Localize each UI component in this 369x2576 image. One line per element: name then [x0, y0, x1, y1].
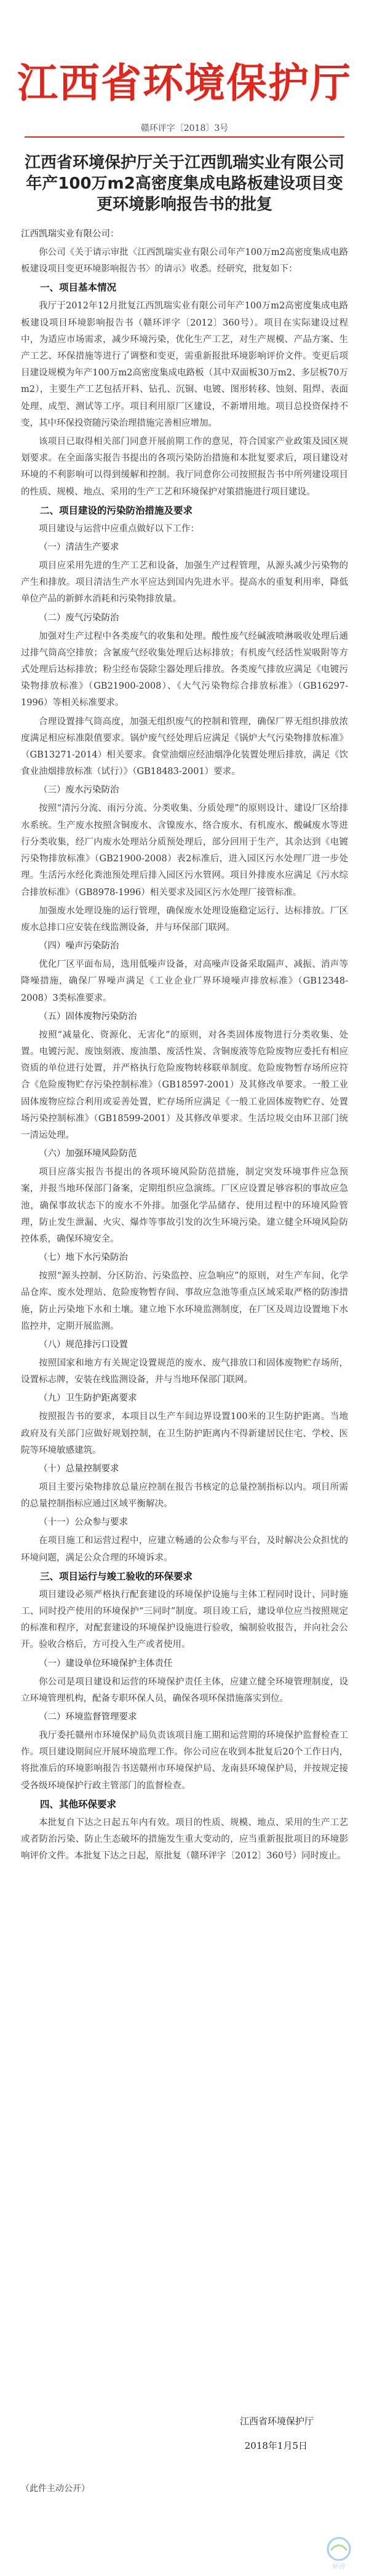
section-heading: 二、项目建设的污染防治措施及要求 [40, 504, 193, 516]
body-paragraph: 项目应落实报告书提出的各项环境风险防范措施，制定突发环境事件应急预案，并报当地环保部门备案，定期组织应急演练。厂区应设置足够容积的事故应急池，确保事故状态下的废水不外排。加强化学品储存、使用过程中的环境风险管理，防止发生泄漏、火灾、爆炸等事故引发的次生环境污染。建立健全环境风险防控体系，确保环境安全。 [21, 1167, 348, 1244]
subsection-heading: （九）卫生防护距离要求 [39, 1393, 137, 1404]
agency-title: 江西省环境保护厅 [17, 60, 352, 107]
body-paragraph: 按照国家和地方有关规定设置规范的废水、废气排放口和固体废物贮存场所，设置标志牌，安装在线监测设备，并与当地环保部门联网。 [21, 1358, 348, 1385]
body-paragraph: 我厅于2012年12月批复江西凯瑞实业有限公司年产100万m2高密度集成电路板建设项目环境影响报告书（赣环评字〔2012〕360号）。项目在实际建设过程中，为适应市场需求，减少环境污染，优化生产工艺，对生产规模、产品方案、生产工艺、环保措施等进行了调整和变更，需重新报批环境影响评价文件。变更后项目建设规模为年产100万m2高密度集成电路板（其中双面板30万m2、多层板70万m2），主要生产工艺包括开料、钻孔、沉铜、电镀、图形转移、蚀刻、阻焊、表面处理、成型、测试等工序。项目利用原厂区建设，不新增用地。项目总投资保持不变，其中环保投资随污染治理措施完善相应增加。 [21, 301, 348, 428]
svg-text:环评: 环评 [332, 2562, 346, 2570]
watermark-logo-icon [317, 2534, 360, 2571]
body-paragraph: 项目建设与运营中应重点做好以下工作： [39, 523, 199, 534]
body-paragraph: 项目主要污染物排放总量应控制在报告书核定的总量控制指标以内。项目所需的总量控制指标应通过区域平衡解决。 [21, 1482, 348, 1509]
body-paragraph: 我厅委托赣州市环境保护局负责该项目施工期和运营期的环境保护监督检查工作。项目建设期间应开展环境监理工作。你公司应在收到本批复后20个工作日内，将批准后的环境影响报告书送赣州市环境保护局、龙南县环境保护局，并按规定接受各级环境保护行政主管部门的监督检查。 [21, 1731, 348, 1791]
body-paragraph: 项目建设必须严格执行配套建设的环境保护设施与主体工程同时设计、同时施工、同时投产使用的环境保护“三同时”制度。项目竣工后，建设单位应当按照规定的标准和程序，对配套建设的环境保护设施进行验收，编制验收报告，并向社会公开。验收合格后，方可投入生产或者使用。 [21, 1589, 348, 1650]
subsection-heading: （二）环境监督管理要求 [39, 1712, 137, 1723]
body-paragraph: 本批复自下达之日起五年内有效。项目的性质、规模、地点、采用的生产工艺或者防治污染、防止生态破坏的措施发生重大变动的，应当重新报批项目的环境影响评价文件。本批复下达之日起，原批复（赣环评字〔2012〕360号）同时废止。 [21, 1817, 348, 1862]
subsection-heading: （八）规范排污口设置 [39, 1339, 128, 1350]
subsection-heading: （三）废水污染防治 [39, 785, 119, 796]
body-paragraph: 优化厂区平面布局，选用低噪声设备，对高噪声设备采取隔声、减振、消声等降噪措施，确保厂界噪声满足《工业企业厂界环境噪声排放标准》（GB12348-2008）3类标准要求。 [21, 960, 348, 1003]
salutation: 江西凯瑞实业有限公司： [21, 229, 119, 239]
body-paragraph: 加强废水处理设施的运行管理，确保废水处理设施稳定运行、达标排放。厂区废水总排口应安装在线监测设备，并与环保部门联网。 [21, 906, 348, 933]
section-heading: 三、项目运行与竣工验收的环保要求 [40, 1570, 193, 1582]
publication-note: （此件主动公开） [21, 2484, 90, 2494]
body-paragraph: 合理设置排气筒高度，加强无组织废气的控制和管理，确保厂界无组织排放浓度满足相应标准限值要求。锅炉废气经处理后应满足《锅炉大气污染物排放标准》（GB13271-2014）相关要求。食堂油烟应经油烟净化装置处理后排放，满足《饮食业油烟排放标准（试行）》（GB18483-2001）要求。 [21, 716, 348, 777]
subsection-heading: （四）噪声污染防治 [39, 941, 119, 952]
body-paragraph: 按照“减量化、资源化、无害化”的原则，对各类固体废物进行分类收集、处置。电镀污泥、废蚀刻液、废油墨、废活性炭、含铜废液等危险废物应委托有相应资质的单位进行处置，并严格执行危险废物转移联单制度。危险废物暂存场所应符合《危险废物贮存污染控制标准》（GB18597-2001）及其修改单要求。一般工业固体废物应综合利用或妥善处置，贮存场所应满足《一般工业固体废物贮存、处置场污染控制标准》（GB18599-2001）及其修改单要求。生活垃圾交由环卫部门统一清运处理。 [21, 1030, 348, 1140]
section-heading: 四、其他环保要求 [40, 1798, 117, 1810]
subsection-heading: （五）固体废物污染防治 [39, 1011, 137, 1022]
body-paragraph: 你公司是项目建设和运营的环境保护责任主体，应建立健全环境管理制度，设立环境管理机构，配备专职环保人员，确保各项环保措施落实到位。 [21, 1677, 348, 1704]
body-paragraph: 按照“源头控制、分区防治、污染监控、应急响应”的原则，对生产车间、化学品仓库、废水处理站、危险废物暂存间、事故应急池等重点区域采取严格的防渗措施，防止污染地下水和土壤。建立地下水环境监测制度，在厂区及周边设置地下水监控井，定期开展监测。 [21, 1271, 348, 1331]
body-paragraph: 你公司《关于请示审批〈江西凯瑞实业有限公司年产100万m2高密度集成电路板建设项目变更环境影响报告书〉的请示》收悉。经研究，批复如下： [21, 248, 348, 275]
subsection-heading: （一）建设单位环境保护主体责任 [39, 1658, 173, 1669]
signature-date: 2018年1月5日 [244, 2440, 308, 2451]
subsection-heading: （一）清洁生产要求 [39, 542, 119, 553]
body-paragraph: 该项目已取得相关部门同意开展前期工作的意见，符合国家产业政策及园区规划要求。在全面落实报告书提出的各项污染防治措施和本批复要求后，项目建设对环境的不利影响可以得到缓解和控制。我厅同意你公司按照报告书中所列建设项目的性质、规模、地点、采用的生产工艺和环境保护对策措施进行项目建设。 [21, 437, 348, 497]
section-heading: 一、项目基本情况 [40, 282, 117, 294]
document-title: 江西省环境保护厅关于江西凯瑞实业有限公司年产100万m2高密度集成电路板建设项目变更环境影响报告书的批复 [25, 154, 345, 214]
subsection-heading: （十一）公众参与要求 [39, 1517, 128, 1528]
subsection-heading: （二）废气污染防治 [39, 613, 119, 623]
body-paragraph: 加强对生产过程中各类废气的收集和处理。酸性废气经碱液喷淋吸收处理后通过排气筒高空排放；含氰废气经收集处理后达标排放；有机废气经活性炭吸附等方式处理后达标排放；粉尘经布袋除尘器处理后排放。各类废气排放应满足《电镀污染物排放标准》（GB21900-2008）、《大气污染物综合排放标准》（GB16297-1996）等相关标准要求。 [21, 631, 348, 708]
body-paragraph: 按照报告书的要求，本项目以生产车间边界设置100米的卫生防护距离。当地政府及有关部门应做好规划控制，在卫生防护距离内不得新建居民住宅、学校、医院等环境敏感建筑。 [21, 1412, 348, 1455]
red-divider [25, 136, 344, 138]
subsection-heading: （七）地下水污染防治 [39, 1253, 128, 1263]
document-number: 赣环评字〔2018〕3号 [140, 123, 229, 133]
body-paragraph: 在项目施工和运营过程中，应建立畅通的公众参与平台，及时解决公众担忧的环境问题，满足公众合理的环境诉求。 [21, 1536, 348, 1563]
subsection-heading: （十）总量控制要求 [39, 1463, 119, 1474]
document-body [21, 226, 348, 1866]
body-paragraph: 按照“清污分流、雨污分流、分类收集、分质处理”的原则设计、建设厂区给排水系统。生产废水按照含铜废水、含镍废水、络合废水、有机废水、酸碱废水等进行分类收集，经厂内废水处理站分质预处理后，部分回用于生产，其余达到《电镀污染物排放标准》（GB21900-2008）表2标准后，进入园区污水处理厂进一步处理。生活污水经化粪池预处理后排入园区污水管网。项目外排废水应满足《污水综合排放标准》（GB8978-1996）相关要求及园区污水处理厂接管标准。 [21, 804, 348, 898]
body-paragraph: 项目应采用先进的生产工艺和设备，加强生产过程管理，从源头减少污染物的产生和排放。项目清洁生产水平应达到国内先进水平。提高水的重复利用率，降低单位产品的新鲜水消耗和污染物排放量。 [21, 561, 348, 605]
subsection-heading: （六）加强环境风险防范 [39, 1149, 137, 1159]
signature-org: 江西省环境保护厅 [239, 2416, 314, 2427]
